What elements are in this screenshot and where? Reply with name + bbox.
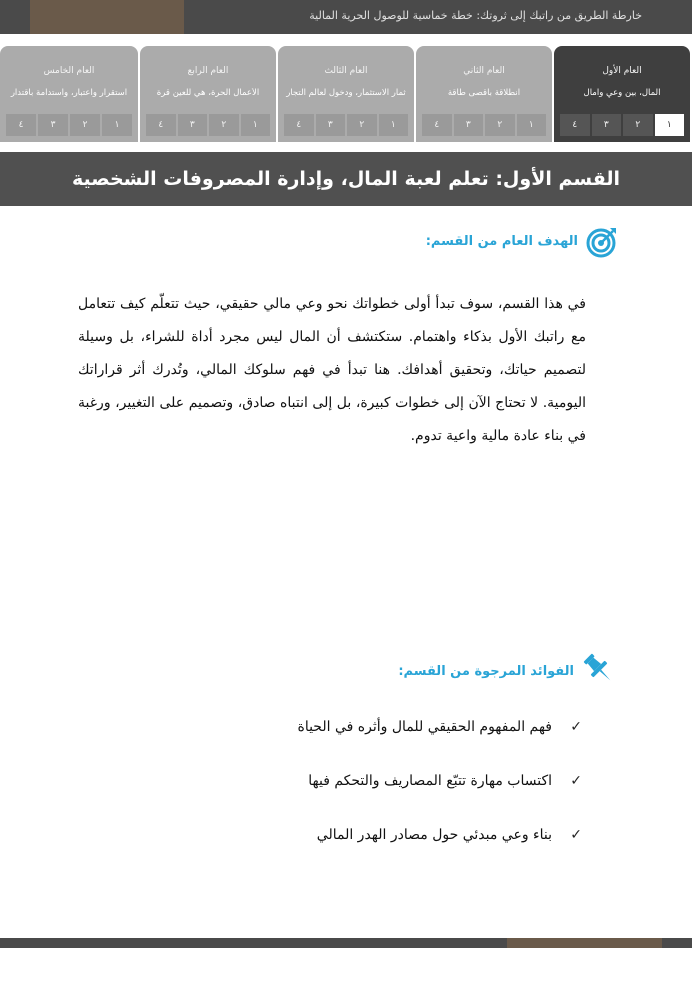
benefit-text: اكتساب مهارة تتبّع المصاريف والتحكم فيها [308, 773, 552, 789]
quarter-cell[interactable]: ٤ [284, 114, 314, 136]
benefits-list [142, 710, 582, 872]
benefits-heading [78, 650, 618, 690]
quarter-cell[interactable]: ٣ [454, 114, 484, 136]
quarter-cell[interactable]: ٣ [38, 114, 68, 136]
year-roadmap [0, 46, 692, 142]
quarter-cell[interactable]: ٤ [422, 114, 452, 136]
goal-heading [78, 226, 618, 256]
year-2-tab[interactable] [416, 46, 552, 142]
year-4-tab[interactable] [140, 46, 276, 142]
quarter-cell[interactable]: ٤ [6, 114, 36, 136]
list-item [142, 764, 582, 818]
footer-accent [507, 938, 662, 948]
year-title: العام الثاني [463, 66, 505, 76]
check-icon: ✓ [570, 827, 582, 843]
top-bar-accent [30, 0, 184, 34]
quarter-row [146, 114, 270, 136]
section-title: القسم الأول: تعلم لعبة المال، وإدارة المصروفات الشخصية [71, 168, 621, 190]
year-title: العام الثالث [324, 66, 368, 76]
year-subtitle: استقرار واعتبار، واستدامة باقتدار [10, 88, 128, 98]
year-1-tab[interactable] [554, 46, 690, 142]
year-title: العام الخامس [43, 66, 95, 76]
section-header [0, 152, 692, 206]
year-subtitle: المال، بين وعيٍ وآمال [583, 88, 661, 98]
quarter-cell[interactable]: ١ [379, 114, 409, 136]
document-title: خارطة الطريق من راتبك إلى ثروتك: خطة خماسية للوصول الحرية المالية [309, 9, 642, 22]
year-3-tab[interactable] [278, 46, 414, 142]
year-subtitle: انطلاقة بأقصى طاقة [447, 88, 521, 98]
check-icon: ✓ [570, 719, 582, 735]
year-title: العام الأول [602, 66, 642, 76]
quarter-cell[interactable]: ٤ [560, 114, 590, 136]
quarter-row [284, 114, 408, 136]
quarter-cell[interactable]: ٢ [209, 114, 239, 136]
quarter-cell[interactable]: ٣ [316, 114, 346, 136]
year-5-tab[interactable] [0, 46, 138, 142]
benefit-text: بناء وعي مبدئي حول مصادر الهدر المالي [316, 827, 552, 843]
quarter-cell[interactable]: ٢ [623, 114, 653, 136]
benefits-label: الفوائد المرجوة من القسم: [398, 664, 574, 679]
goal-label: الهدف العام من القسم: [425, 234, 578, 249]
goal-paragraph: في هذا القسم، سوف تبدأ أولى خطواتك نحو وعي مالي حقيقي، حيث تتعلّم كيف تتعامل مع راتبك الأول بذكاء واهتمام. ستكتشف أن المال ليس مجرد أداة للشراء، بل وسيلة لتصميم حياتك، وتحقيق أهدافك. هنا تبدأ في فهم سلوكك المالي، وتُدرك أثر قراراتك اليومية. لا تحتاج الآن إلى خطوات كبيرة، بل إلى انتباه صادق، وتصميم على التغيير، ورغبة في بناء عادة مالية واعية تدوم. [78, 296, 586, 444]
quarter-cell[interactable]: ٣ [178, 114, 208, 136]
quarter-cell[interactable]: ١ [517, 114, 547, 136]
pushpin-icon [580, 650, 618, 688]
year-subtitle: ثمار الاستثمار، ودخول لعالم التجار [286, 88, 406, 98]
quarter-cell[interactable]: ٢ [70, 114, 100, 136]
quarter-row [422, 114, 546, 136]
quarter-cell[interactable]: ٢ [485, 114, 515, 136]
list-item [142, 818, 582, 872]
top-bar [0, 0, 692, 34]
quarter-cell[interactable]: ١ [655, 114, 685, 136]
target-icon [586, 226, 618, 258]
quarter-cell[interactable]: ١ [102, 114, 132, 136]
quarter-cell[interactable]: ١ [241, 114, 271, 136]
check-icon: ✓ [570, 773, 582, 789]
list-item [142, 710, 582, 764]
quarter-cell[interactable]: ٣ [592, 114, 622, 136]
quarter-row [560, 114, 684, 136]
quarter-cell[interactable]: ٢ [347, 114, 377, 136]
year-title: العام الرابع [187, 66, 229, 76]
quarter-row [6, 114, 132, 136]
quarter-cell[interactable]: ٤ [146, 114, 176, 136]
footer-bar [0, 938, 692, 948]
year-subtitle: الأعمال الحرة، هي للعين قرة [156, 88, 260, 98]
benefit-text: فهم المفهوم الحقيقي للمال وأثره في الحياة [297, 719, 552, 735]
